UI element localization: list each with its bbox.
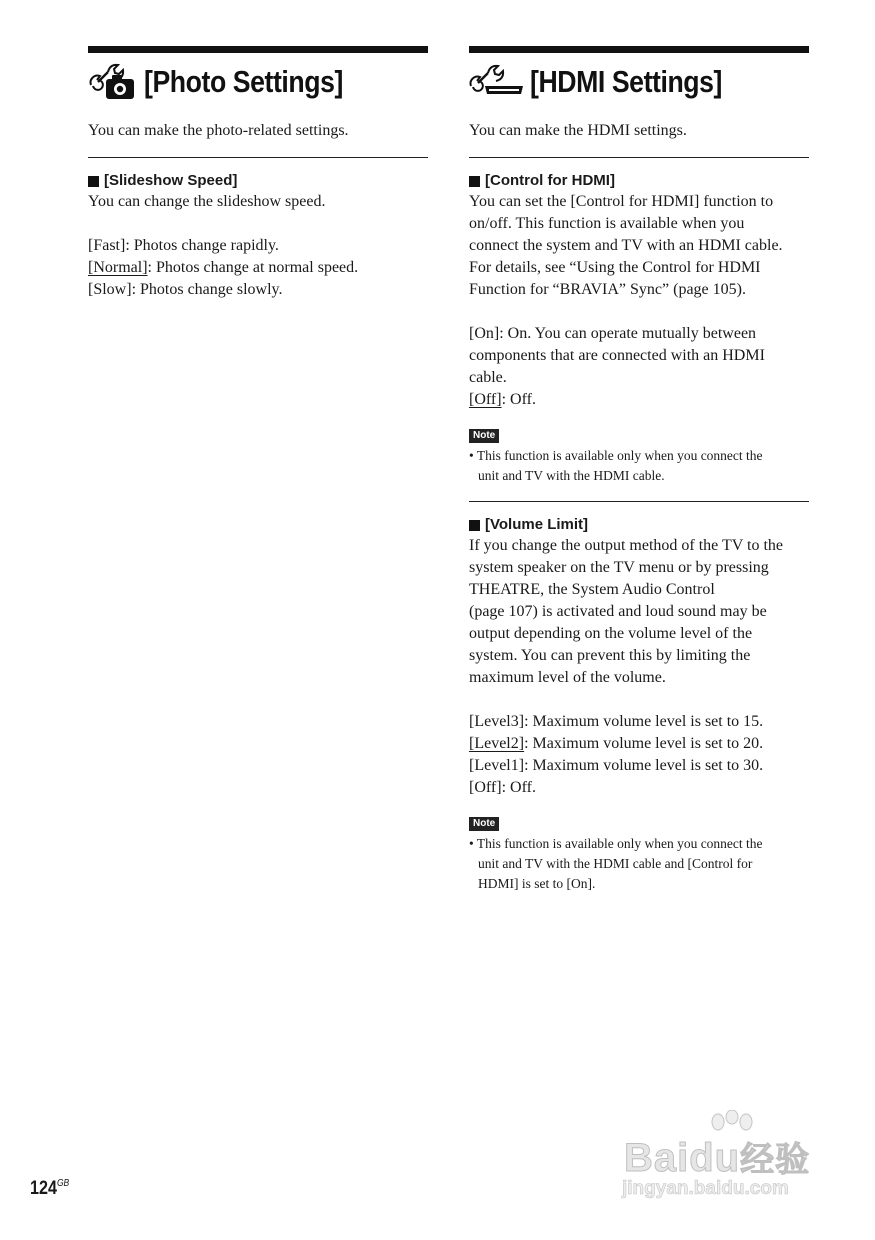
- option-item: [469, 733, 809, 755]
- text-line: maximum level of the volume.: [469, 669, 666, 686]
- text-line: THEATRE, the System Audio Control: [469, 581, 715, 598]
- option-desc: components that are connected with an HDMI: [469, 347, 765, 364]
- option-label: [On]: [469, 325, 500, 342]
- option-item: [469, 323, 809, 389]
- option-desc: : Off.: [501, 779, 536, 796]
- option-item: [88, 279, 428, 301]
- section-heading: [469, 515, 809, 535]
- section-heading-label: [Volume Limit]: [485, 516, 589, 533]
- option-item: [88, 257, 428, 279]
- option-label: [Fast]: [88, 237, 126, 254]
- text-line: connect the system and TV with an HDMI cable.: [469, 237, 783, 254]
- option-item: [469, 777, 809, 799]
- text-line: system. You can prevent this by limiting the: [469, 647, 751, 664]
- option-label-default: [Level2]: [469, 735, 525, 752]
- wrench-camera-icon: [88, 62, 138, 102]
- option-label: [Level3]: [469, 713, 525, 730]
- option-label-default: [Normal]: [88, 259, 148, 276]
- text-line: on/off. This function is available when you: [469, 215, 745, 232]
- heading-bar: [88, 46, 428, 53]
- wrench-hdmi-cable-icon: [469, 62, 527, 102]
- option-item: [469, 389, 809, 411]
- option-desc: : Maximum volume level is set to 20.: [524, 735, 764, 752]
- option-desc: : Maximum volume level is set to 30.: [524, 757, 764, 774]
- text-line: You can set the [Control for HDMI] function to: [469, 193, 774, 210]
- note-line: • This function is available only when you connect the: [469, 836, 763, 851]
- square-bullet-icon: [469, 176, 480, 187]
- text-line: output depending on the volume level of the: [469, 625, 753, 642]
- intro-text: You can make the photo-related settings.: [88, 122, 349, 139]
- section-heading-label: [Slideshow Speed]: [104, 172, 238, 189]
- divider: [88, 157, 428, 158]
- heading-bar: [469, 46, 809, 53]
- option-desc: cable.: [469, 369, 507, 386]
- intro-text: You can make the HDMI settings.: [469, 122, 687, 139]
- page-number-value: 124: [30, 1178, 57, 1199]
- note-badge: Note: [469, 817, 499, 831]
- note-badge: Note: [469, 429, 499, 443]
- option-desc: : Photos change at normal speed.: [147, 259, 359, 276]
- option-desc: : Photos change slowly.: [131, 281, 283, 298]
- option-desc: : Maximum volume level is set to 15.: [524, 713, 764, 730]
- text-line: For details, see “Using the Control for HDMI: [469, 259, 761, 276]
- note-text: [469, 446, 809, 486]
- option-item: [469, 711, 809, 733]
- watermark-du: du: [689, 1136, 741, 1180]
- watermark-bai: Bai: [624, 1136, 690, 1180]
- note-line: unit and TV with the HDMI cable.: [478, 468, 665, 483]
- section-heading: [469, 171, 809, 191]
- square-bullet-icon: [88, 176, 99, 187]
- option-desc: : On. You can operate mutually between: [499, 325, 757, 342]
- divider: [469, 501, 809, 502]
- text-line: Function for “BRAVIA” Sync” (page 105).: [469, 281, 746, 298]
- photo-settings-column: [88, 46, 428, 301]
- section-text: [469, 191, 809, 301]
- page-number-suffix: GB: [56, 1178, 70, 1189]
- option-item: [469, 755, 809, 777]
- baidu-watermark: [620, 1110, 830, 1205]
- section-text: You can change the slideshow speed.: [88, 193, 326, 210]
- option-label-default: [Off]: [469, 391, 502, 408]
- square-bullet-icon: [469, 520, 480, 531]
- watermark-url: jingyan.baidu.com: [622, 1178, 789, 1199]
- page-title: [Photo Settings]: [144, 64, 343, 99]
- watermark-logo: [624, 1132, 810, 1181]
- section-heading-label: [Control for HDMI]: [485, 172, 615, 189]
- hdmi-settings-title-row: [469, 58, 809, 106]
- page-number: [30, 1178, 69, 1200]
- photo-settings-title-row: [88, 58, 428, 106]
- divider: [469, 157, 809, 158]
- option-item: [88, 235, 428, 257]
- option-label: [Slow]: [88, 281, 132, 298]
- option-label: [Off]: [469, 779, 502, 796]
- option-label: [Level1]: [469, 757, 525, 774]
- note-line: HDMI] is set to [On].: [478, 876, 596, 891]
- page-title: [HDMI Settings]: [530, 64, 723, 99]
- section-text: [469, 535, 809, 689]
- text-line: (page 107) is activated and loud sound may be: [469, 603, 767, 620]
- option-desc: : Photos change rapidly.: [125, 237, 279, 254]
- note-line: • This function is available only when you connect the: [469, 448, 763, 463]
- option-desc: : Off.: [501, 391, 536, 408]
- section-heading: [88, 171, 428, 191]
- watermark-cn: 经验: [740, 1141, 811, 1179]
- note-line: unit and TV with the HDMI cable and [Control for: [478, 856, 753, 871]
- note-text: [469, 834, 809, 894]
- text-line: If you change the output method of the TV to the: [469, 537, 784, 554]
- text-line: system speaker on the TV menu or by pressing: [469, 559, 769, 576]
- hdmi-settings-column: [469, 46, 809, 894]
